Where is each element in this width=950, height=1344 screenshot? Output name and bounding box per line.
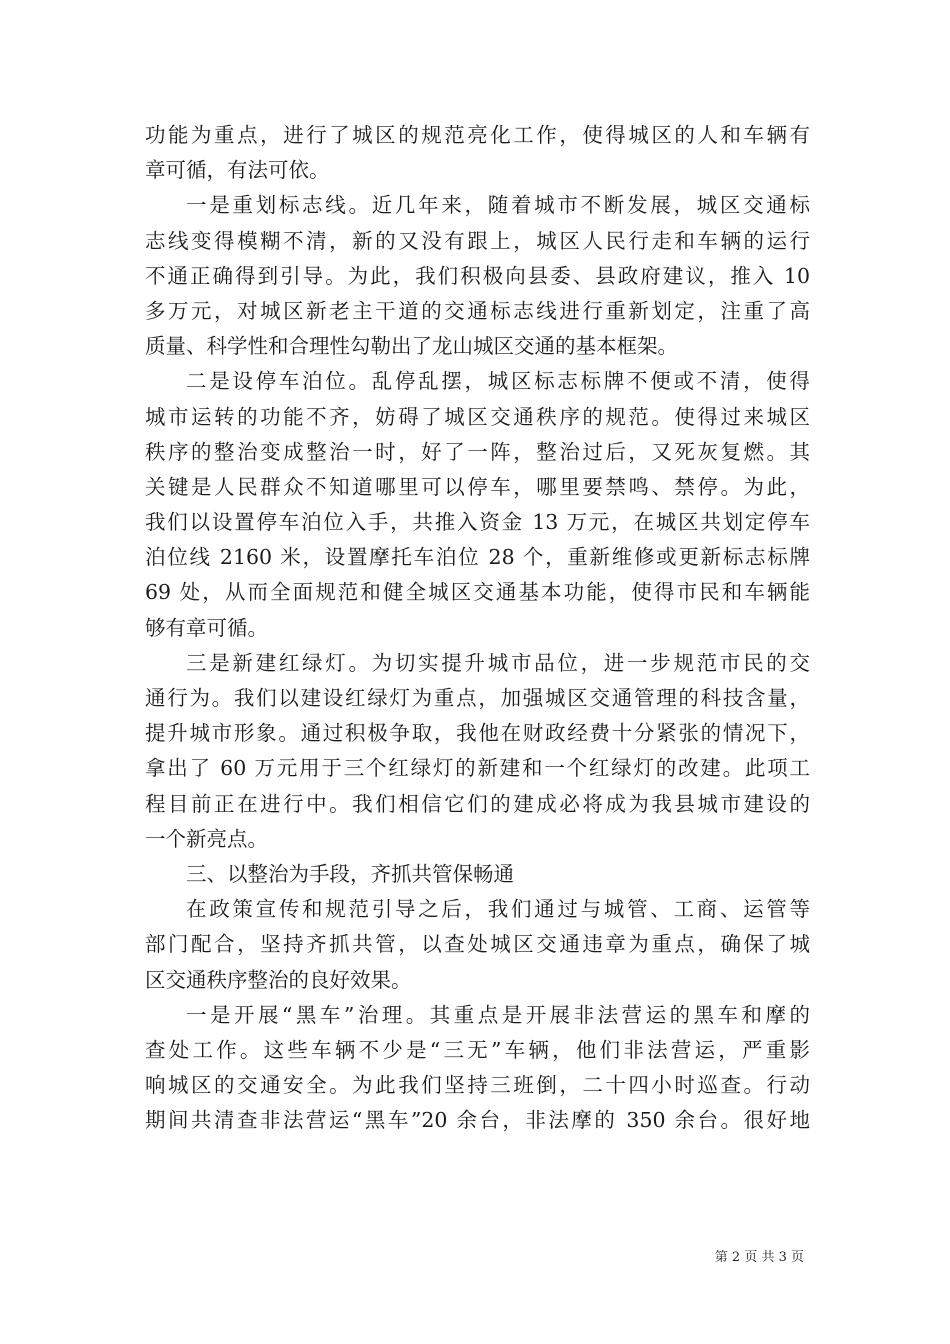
text-line: 区交通秩序整治的良好效果。 (145, 967, 412, 992)
text-line: 关键是人民群众不知道哪里可以停车，哪里要禁鸣、禁停。为此， (145, 474, 810, 499)
text-line: 秩序的整治变成整治一时，好了一阵，整治过后，又死灰复燃。其 (145, 439, 810, 464)
text-line: 志线变得模糊不清，新的又没有跟上，城区人民行走和车辆的运行 (145, 228, 810, 253)
body-text (145, 118, 810, 1138)
text-line: 二是设停车泊位。乱停乱摆，城区标志标牌不便或不清，使得 (186, 369, 810, 394)
page-number: 第 2 页 共 3 页 (714, 1250, 804, 1265)
text-line: 城市运转的功能不齐，妨碍了城区交通秩序的规范。使得过来城区 (145, 404, 810, 429)
text-line: 一是重划标志线。近几年来，随着城市不断发展，城区交通标 (186, 193, 810, 218)
text-line: 够有章可循。 (145, 615, 268, 640)
text-line: 通行为。我们以建设红绿灯为重点，加强城区交通管理的科技含量， (145, 686, 810, 710)
text-line: 质量、科学性和合理性勾勒出了龙山城区交通的基本框架。 (145, 334, 678, 359)
text-line: 我们以设置停车泊位入手，共推入资金 13 万元，在城区共划定停车 (145, 510, 810, 535)
text-line: 功能为重点，进行了城区的规范亮化工作，使得城区的人和车辆有 (145, 123, 810, 147)
text-line: 部门配合，坚持齐抓共管，以查处城区交通违章为重点，确保了城 (145, 932, 810, 957)
text-line: 69 处，从而全面规范和健全城区交通基本功能，使得市民和车辆能 (145, 580, 810, 605)
text-line: 三、以整治为手段，齐抓共管保畅通 (186, 861, 514, 886)
text-line: 一是开展“黑车”治理。其重点是开展非法营运的黑车和摩的 (186, 1002, 810, 1027)
text-line: 响城区的交通安全。为此我们坚持三班倒，二十四小时巡查。行动 (145, 1073, 810, 1098)
text-line: 拿出了 60 万元用于三个红绿灯的新建和一个红绿灯的改建。此项工 (145, 756, 810, 781)
text-line: 不通正确得到引导。为此，我们积极向县委、县政府建议，推入 10 (145, 263, 810, 288)
text-line: 多万元，对城区新老主干道的交通标志线进行重新划定，注重了高 (145, 298, 810, 323)
text-line: 查处工作。这些车辆不少是“三无”车辆，他们非法营运，严重影 (145, 1037, 810, 1062)
text-line: 章可循，有法可依。 (145, 158, 330, 183)
text-line: 在政策宣传和规范引导之后，我们通过与城管、工商、运管等 (186, 897, 810, 922)
text-line: 程目前正在进行中。我们相信它们的建成必将成为我县城市建设的 (145, 791, 810, 816)
text-line: 期间共清查非法营运“黑车”20 余台，非法摩的 350 余台。很好地 (145, 1108, 810, 1133)
text-line: 一个新亮点。 (145, 826, 268, 851)
text-line: 提升城市形象。通过积极争取，我他在财政经费十分紧张的情况下， (145, 721, 810, 746)
text-line: 泊位线 2160 米，设置摩托车泊位 28 个，重新维修或更新标志标牌 (145, 545, 810, 570)
text-line: 三是新建红绿灯。为切实提升城市品位，进一步规范市民的交 (186, 650, 810, 675)
